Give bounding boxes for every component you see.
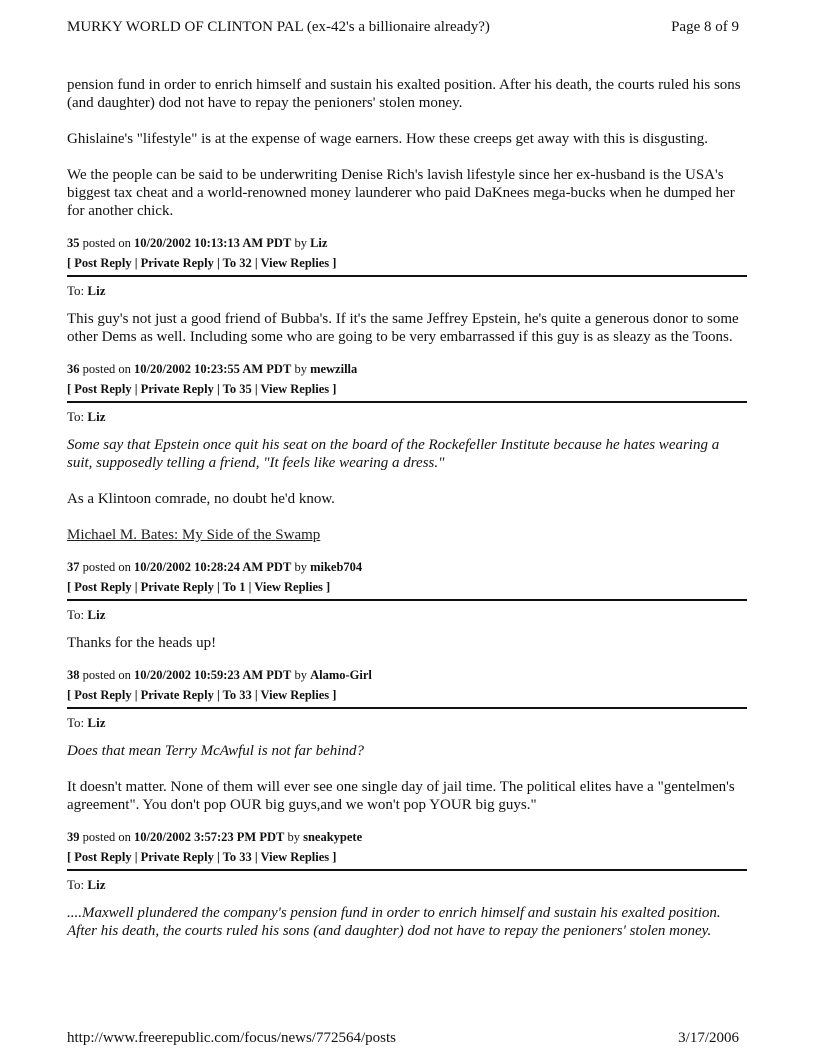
to-recipient[interactable]: Liz	[87, 715, 106, 730]
view-replies-link[interactable]: View Replies	[260, 688, 330, 702]
post-meta: 38 posted on 10/20/2002 10:59:23 AM PDT by Alamo-Girl	[67, 668, 372, 682]
thread-content	[67, 76, 747, 958]
post-date: 10/20/2002 10:28:24 AM PDT	[134, 560, 292, 574]
body-paragraph: Thanks for the heads up!	[67, 635, 217, 651]
body-paragraph: pension fund in order to enrich himself and sustain his exalted position. After his death, the courts ruled his sons (and daughter) dod not have to repay the penioners' stolen money.	[67, 77, 741, 111]
view-replies-link[interactable]: View Replies	[260, 382, 330, 396]
quoted-text: Some say that Epstein once quit his seat on the board of the Rockefeller Institute because he hates wearing a suit, supposedly telling a friend, "It feels like wearing a dress."	[67, 437, 720, 471]
body-paragraph: It doesn't matter. None of them will ever see one single day of jail time. The political elites have a "gentelmen's agreement". You don't pop OUR big guys,and we won't pop YOUR big guys."	[67, 779, 735, 813]
post-reply-link[interactable]: Post Reply	[74, 256, 132, 270]
to-post-link[interactable]: To 33	[222, 688, 252, 702]
post-meta: 37 posted on 10/20/2002 10:28:24 AM PDT by mikeb704	[67, 560, 363, 574]
post-divider	[67, 599, 747, 601]
post-divider	[67, 869, 747, 871]
source-url: http://www.freerepublic.com/focus/news/772564/posts	[67, 1030, 396, 1046]
to-line: To: Liz	[67, 283, 106, 298]
body-paragraph: Ghislaine's "lifestyle" is at the expense of wage earners. How these creeps get away with this is disgusting.	[67, 131, 709, 147]
post-author[interactable]: mikeb704	[310, 560, 363, 574]
post-number: 37	[67, 560, 80, 574]
post-divider	[67, 707, 747, 709]
to-post-link[interactable]: To 35	[222, 382, 252, 396]
quoted-text: Does that mean Terry McAwful is not far behind?	[67, 743, 364, 759]
to-line: To: Liz	[67, 607, 106, 622]
body-paragraph: As a Klintoon comrade, no doubt he'd know.	[67, 491, 335, 507]
post-date: 10/20/2002 3:57:23 PM PDT	[134, 830, 285, 844]
post-author[interactable]: mewzilla	[310, 362, 358, 376]
post-meta: 39 posted on 10/20/2002 3:57:23 PM PDT by sneakypete	[67, 830, 363, 844]
to-post-link[interactable]: To 1	[222, 580, 246, 594]
view-replies-link[interactable]: View Replies	[260, 850, 330, 864]
reply-links: [ Post Reply | Private Reply | To 1 | View Replies ]	[67, 580, 331, 594]
private-reply-link[interactable]: Private Reply	[140, 382, 214, 396]
body-paragraph: This guy's not just a good friend of Bubba's. If it's the same Jeffrey Epstein, he's quite a generous donor to some other Dems as well. Including some who are going to be very embarrassed if this guy is as sleazy as the Toons.	[67, 311, 739, 345]
post-author[interactable]: sneakypete	[303, 830, 363, 844]
post-number: 39	[67, 830, 80, 844]
post-date: 10/20/2002 10:59:23 AM PDT	[134, 668, 292, 682]
page-number: Page 8 of 9	[671, 19, 739, 35]
private-reply-link[interactable]: Private Reply	[140, 850, 214, 864]
post-reply-link[interactable]: Post Reply	[74, 850, 132, 864]
post-meta: 35 posted on 10/20/2002 10:13:13 AM PDT by Liz	[67, 236, 328, 250]
to-line: To: Liz	[67, 715, 106, 730]
post-divider	[67, 275, 747, 277]
to-post-link[interactable]: To 33	[222, 850, 252, 864]
post-reply-link[interactable]: Post Reply	[74, 580, 132, 594]
post-number: 35	[67, 236, 80, 250]
to-recipient[interactable]: Liz	[87, 607, 106, 622]
print-date: 3/17/2006	[678, 1030, 739, 1046]
reply-links: [ Post Reply | Private Reply | To 33 | View Replies ]	[67, 850, 337, 864]
reply-links: [ Post Reply | Private Reply | To 35 | View Replies ]	[67, 382, 337, 396]
post-reply-link[interactable]: Post Reply	[74, 382, 132, 396]
post-meta: 36 posted on 10/20/2002 10:23:55 AM PDT by mewzilla	[67, 362, 358, 376]
to-recipient[interactable]: Liz	[87, 283, 106, 298]
post-date: 10/20/2002 10:23:55 AM PDT	[134, 362, 292, 376]
view-replies-link[interactable]: View Replies	[260, 256, 330, 270]
private-reply-link[interactable]: Private Reply	[140, 256, 214, 270]
to-line: To: Liz	[67, 409, 106, 424]
view-replies-link[interactable]: View Replies	[254, 580, 323, 594]
body-paragraph: We the people can be said to be underwriting Denise Rich's lavish lifestyle since her ex-husband is the USA's biggest tax cheat and a world-renowned money launderer who paid DaKnees mega-bucks when he dumped her for another chick.	[67, 167, 735, 219]
post-reply-link[interactable]: Post Reply	[74, 688, 132, 702]
reply-links: [ Post Reply | Private Reply | To 33 | View Replies ]	[67, 688, 337, 702]
reply-links: [ Post Reply | Private Reply | To 32 | View Replies ]	[67, 256, 337, 270]
post-number: 36	[67, 362, 80, 376]
private-reply-link[interactable]: Private Reply	[140, 580, 214, 594]
document-title: MURKY WORLD OF CLINTON PAL (ex-42's a billionaire already?)	[67, 19, 490, 35]
private-reply-link[interactable]: Private Reply	[140, 688, 214, 702]
post-author[interactable]: Alamo-Girl	[310, 668, 372, 682]
swamp-link[interactable]: Michael M. Bates: My Side of the Swamp	[67, 527, 321, 543]
post-divider	[67, 401, 747, 403]
post-date: 10/20/2002 10:13:13 AM PDT	[134, 236, 292, 250]
to-recipient[interactable]: Liz	[87, 409, 106, 424]
post-author[interactable]: Liz	[310, 236, 328, 250]
to-post-link[interactable]: To 32	[222, 256, 252, 270]
to-line: To: Liz	[67, 877, 106, 892]
to-recipient[interactable]: Liz	[87, 877, 106, 892]
quoted-text: ....Maxwell plundered the company's pension fund in order to enrich himself and sustain his exalted position. After his death, the courts ruled his sons (and daughter) dod not have to repay the penioners' stolen money.	[67, 905, 721, 939]
post-number: 38	[67, 668, 80, 682]
